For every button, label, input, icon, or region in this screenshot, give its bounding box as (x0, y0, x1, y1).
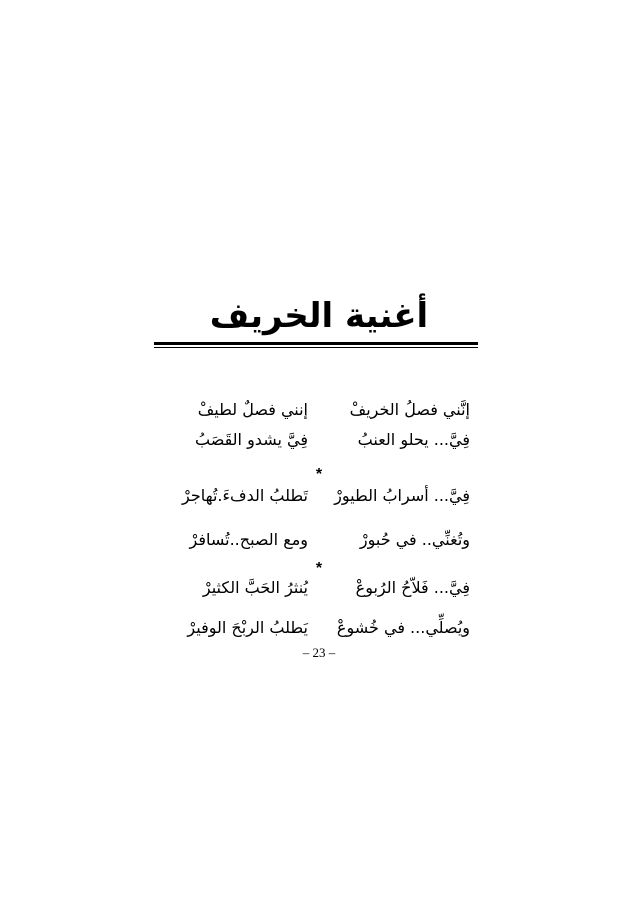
verse-2-first-hemistich: فِيَّ... يحلو العنبُ (357, 430, 470, 449)
verse-3-second-hemistich: تَطلبُ الدفءَ.تُهاجرْ (181, 486, 308, 505)
verse-5-second-hemistich: يُنثرُ الحَبَّ الكثيرْ (202, 578, 308, 597)
verse-4-second-hemistich: ومع الصبح..تُسافرْ (189, 530, 308, 549)
verse-1-second-hemistich: إنني فصلٌ لطيفْ (197, 400, 308, 419)
title-underline (154, 342, 478, 348)
verse-3 (0, 486, 638, 516)
verse-3-first-hemistich: فِيَّ... أسرابُ الطيورْ (334, 486, 470, 505)
verse-6-first-hemistich: ويُصلِّي... في خُشوعْ (336, 618, 470, 637)
page-number: – 23 – (302, 645, 336, 660)
verse-1-first-hemistich: إنَّني فصلُ الخريفْ (349, 400, 470, 419)
verse-6 (0, 618, 638, 648)
page-title: أغنية الخريف (209, 296, 429, 336)
verse-6-second-hemistich: يَطلبُ الربْحَ الوفيرْ (187, 618, 308, 637)
verse-5-first-hemistich: فِيَّ... فَلاّحُ الرُبوعْ (355, 578, 470, 597)
stanza-separator-1: * (315, 466, 323, 483)
verse-4 (0, 530, 638, 560)
verse-2-second-hemistich: فِيَّ يشدو القَصَبُ (194, 430, 308, 449)
stanza-separator-2: * (315, 560, 323, 577)
verse-2 (0, 430, 638, 460)
verse-4-first-hemistich: وتُغنِّي.. في حُبورْ (359, 530, 470, 549)
verse-1 (0, 400, 638, 430)
verse-5 (0, 578, 638, 608)
